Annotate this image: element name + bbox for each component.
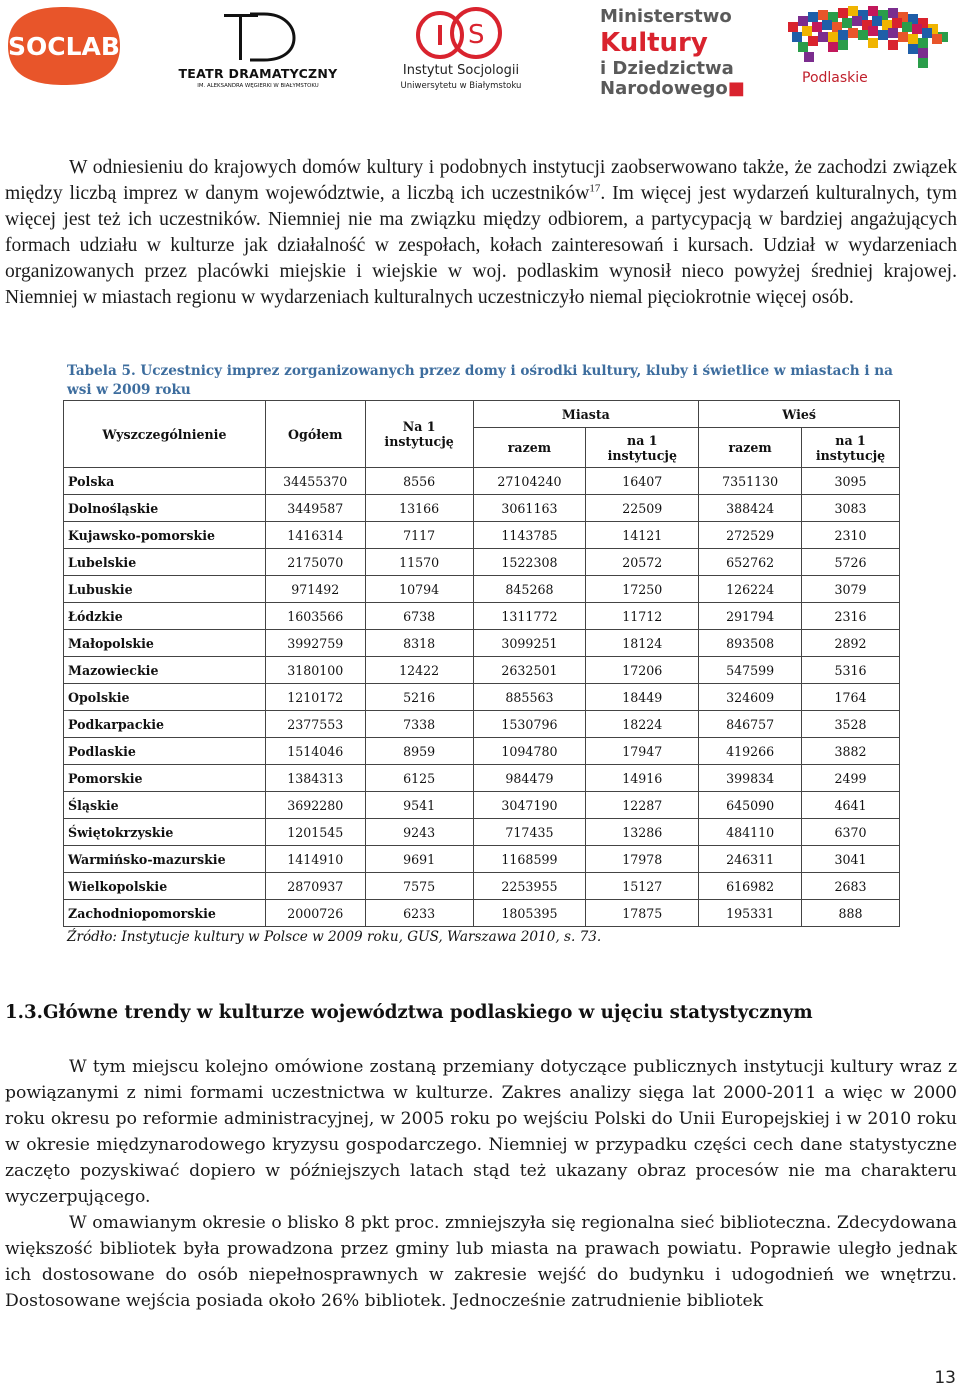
table-cell-value: 1201545 — [265, 819, 365, 846]
table-cell-value: 888 — [802, 900, 900, 927]
table-cell-value: 11712 — [586, 603, 699, 630]
intro-paragraph-text: W odniesieniu do krajowych domów kultury i podobnych instytucji zaobserwowano także, że zachodzi związek między liczbą imprez w danym województwie, a liczbą ich uczestników — [5, 157, 957, 204]
participants-table — [63, 400, 900, 927]
table-row — [64, 792, 900, 819]
podlaskie-bison-icon — [768, 4, 956, 70]
table-cell-value: 1764 — [802, 684, 900, 711]
header-wies: Wieś — [699, 401, 900, 428]
table-cell-value: 2175070 — [265, 549, 365, 576]
table-cell-region: Lubuskie — [64, 576, 266, 603]
table-cell-value: 5216 — [365, 684, 473, 711]
table-cell-value: 2683 — [802, 873, 900, 900]
table-cell-value: 893508 — [699, 630, 802, 657]
table-cell-value: 1414910 — [265, 846, 365, 873]
mkidn-line-4 — [600, 78, 745, 99]
header-miasta-razem: razem — [473, 428, 586, 468]
table-cell-value: 3528 — [802, 711, 900, 738]
table-cell-region: Świętokrzyskie — [64, 819, 266, 846]
ins-name: Instytut Socjologii — [402, 63, 520, 78]
table-row — [64, 765, 900, 792]
table-caption — [67, 362, 907, 400]
table-cell-value: 885563 — [473, 684, 586, 711]
table-cell-value: 388424 — [699, 495, 802, 522]
section-paragraph-2: W omawianym okresie o blisko 8 pkt proc. zmniejszyła się regionalna sieć biblioteczna. Zdecydowana większość bibliotek była prowadzona przez gminy lub miasta na prawach powiatu. Poprawie uległo jednak ich dostosowane do osób niepełnosprawnych w zakresie wejść do budynku i udogodnień we wnętrzu. Dostosowane wejścia posiada około 26% bibliotek. Jednocześnie zatrudnienie bibliotek — [5, 1213, 957, 1311]
table-cell-region: Warmińsko-mazurskie — [64, 846, 266, 873]
table-cell-value: 17250 — [586, 576, 699, 603]
table-cell-region: Śląskie — [64, 792, 266, 819]
table-cell-value: 3061163 — [473, 495, 586, 522]
table-cell-region: Mazowieckie — [64, 657, 266, 684]
teatr-subtitle: IM. ALEKSANDRA WĘGIERKI W BIAŁYMSTOKU — [197, 83, 319, 89]
table-cell-value: 3079 — [802, 576, 900, 603]
table-cell-value: 484110 — [699, 819, 802, 846]
ins-subtitle: Uniwersytetu w Białymstoku — [400, 81, 522, 91]
table-cell-value: 9541 — [365, 792, 473, 819]
table-row — [64, 657, 900, 684]
header-wies-razem: razem — [699, 428, 802, 468]
table-cell-value: 3692280 — [265, 792, 365, 819]
header-wies-na-1: na 1 instytucję — [802, 428, 900, 468]
table-cell-value: 2632501 — [473, 657, 586, 684]
table-cell-value: 1384313 — [265, 765, 365, 792]
table-cell-value: 15127 — [586, 873, 699, 900]
table-cell-value: 2499 — [802, 765, 900, 792]
table-cell-value: 652762 — [699, 549, 802, 576]
table-cell-value: 419266 — [699, 738, 802, 765]
table-cell-value: 324609 — [699, 684, 802, 711]
table-cell-value: 2310 — [802, 522, 900, 549]
table-cell-value: 2316 — [802, 603, 900, 630]
table-source: Źródło: Instytucje kultury w Polsce w 2009 roku, GUS, Warszawa 2010, s. 73. — [67, 929, 602, 945]
section-paragraph-1: W tym miejscu kolejno omówione zostaną przemiany dotyczące publicznych instytucji kultury wraz z powiązanymi z nimi formami uczestnictwa w kulturze. Zakres analizy sięga lat 2000-2011 a więc w 2000 roku okresu po reformie administracyjnej, w 2005 roku po wejściu Polski do Unii Europejskiej i w 2010 roku w okresie międzynarodowego kryzysu gospodarczego. Niemniej w przypadku części cech dane statystyczne zaczęto pozyskiwać dopiero w późniejszych latach stąd też ukazany obraz procesów nie ma charakteru wyczerpującego. — [5, 1057, 957, 1207]
mkidn-logo — [600, 6, 760, 99]
table-cell-value: 272529 — [699, 522, 802, 549]
table-cell-value: 12287 — [586, 792, 699, 819]
ins-circles-icon — [396, 5, 526, 63]
table-cell-region: Opolskie — [64, 684, 266, 711]
header-logos — [0, 0, 960, 110]
table-cell-value: 17978 — [586, 846, 699, 873]
table-cell-value: 8556 — [365, 468, 473, 495]
table-cell-value: 13286 — [586, 819, 699, 846]
table-cell-region: Małopolskie — [64, 630, 266, 657]
table-cell-region: Pomorskie — [64, 765, 266, 792]
teatr-td-icon — [178, 8, 338, 66]
instytut-socjologii-logo — [396, 5, 526, 97]
header-na-1-instytucje: Na 1 instytucję — [365, 401, 473, 468]
table-cell-value: 10794 — [365, 576, 473, 603]
table-cell-value: 6233 — [365, 900, 473, 927]
mkidn-dot-icon: ■ — [727, 78, 745, 99]
table-cell-value: 9243 — [365, 819, 473, 846]
table-cell-value: 3180100 — [265, 657, 365, 684]
table-cell-value: 1603566 — [265, 603, 365, 630]
table-cell-value: 1094780 — [473, 738, 586, 765]
table-cell-value: 17206 — [586, 657, 699, 684]
table-cell-value: 2377553 — [265, 711, 365, 738]
table-cell-value: 845268 — [473, 576, 586, 603]
table-cell-value: 14121 — [586, 522, 699, 549]
table-cell-value: 984479 — [473, 765, 586, 792]
table-cell-value: 5726 — [802, 549, 900, 576]
table-cell-value: 1210172 — [265, 684, 365, 711]
table-cell-value: 3041 — [802, 846, 900, 873]
podlaskie-label: Podlaskie — [802, 70, 868, 86]
table-cell-value: 13166 — [365, 495, 473, 522]
table-row — [64, 630, 900, 657]
table-caption-text: Uczestnicy imprez zorganizowanych przez domy i ośrodki kultury, kluby i świetlice w miastach i na wsi w 2009 roku — [67, 363, 893, 398]
mkidn-line-4-text: Narodowego — [600, 78, 728, 99]
table-row — [64, 819, 900, 846]
table-cell-value: 1143785 — [473, 522, 586, 549]
table-cell-value: 16407 — [586, 468, 699, 495]
table-cell-region: Podkarpackie — [64, 711, 266, 738]
header-ogolem: Ogółem — [265, 401, 365, 468]
teatr-name: TEATR DRAMATYCZNY — [178, 66, 338, 81]
table-cell-value: 6738 — [365, 603, 473, 630]
table-cell-value: 1522308 — [473, 549, 586, 576]
table-cell-value: 7575 — [365, 873, 473, 900]
table-cell-value: 1805395 — [473, 900, 586, 927]
table-cell-value: 22509 — [586, 495, 699, 522]
table-cell-region: Zachodniopomorskie — [64, 900, 266, 927]
page-number: 13 — [934, 1368, 956, 1388]
table-cell-region: Łódzkie — [64, 603, 266, 630]
table-cell-value: 8318 — [365, 630, 473, 657]
section-heading: 1.3.Główne trendy w kulturze województwa podlaskiego w ujęciu statystycznym — [5, 1002, 813, 1023]
podlaskie-logo — [768, 4, 956, 104]
table-cell-value: 1168599 — [473, 846, 586, 873]
table-cell-value: 645090 — [699, 792, 802, 819]
table-row — [64, 522, 900, 549]
table-cell-value: 2870937 — [265, 873, 365, 900]
intro-paragraph-text-cont: . Im więcej jest wydarzeń kulturalnych, tym więcej jest też ich uczestników. Niemniej nie ma związku między odbiorem, a partycypacją w bardziej angażujących formach udziału w kulturze jak działalność w zespołach, kołach zainteresowań i kursach. Udział w wydarzeniach organizowanych przez placówki miejskie i wiejskie w woj. podlaskim wynosił nieco powyżej średniej krajowej. Niemniej w miastach regionu w wydarzeniach kulturalnych uczestniczyło niemal pięciokrotnie więcej osób. — [5, 183, 957, 308]
table-cell-region: Lubelskie — [64, 549, 266, 576]
table-cell-value: 547599 — [699, 657, 802, 684]
table-caption-prefix: Tabela 5. — [67, 363, 136, 379]
table-cell-value: 2000726 — [265, 900, 365, 927]
table-cell-value: 1514046 — [265, 738, 365, 765]
table-row — [64, 873, 900, 900]
table-cell-value: 8959 — [365, 738, 473, 765]
table-cell-value: 1416314 — [265, 522, 365, 549]
table-cell-value: 846757 — [699, 711, 802, 738]
table-cell-region: Polska — [64, 468, 266, 495]
table-cell-value: 17947 — [586, 738, 699, 765]
table-row — [64, 495, 900, 522]
table-body — [64, 468, 900, 927]
table-row — [64, 549, 900, 576]
table-cell-value: 17875 — [586, 900, 699, 927]
table-cell-value: 717435 — [473, 819, 586, 846]
table-cell-value: 3449587 — [265, 495, 365, 522]
mkidn-line-1: Ministerstwo — [600, 6, 732, 27]
table-cell-value: 27104240 — [473, 468, 586, 495]
table-row — [64, 738, 900, 765]
table-row — [64, 603, 900, 630]
table-cell-value: 291794 — [699, 603, 802, 630]
table-cell-region: Podlaskie — [64, 738, 266, 765]
mkidn-line-3: i Dziedzictwa — [600, 58, 734, 79]
table-cell-value: 18449 — [586, 684, 699, 711]
table-row — [64, 684, 900, 711]
table-cell-value: 11570 — [365, 549, 473, 576]
table-cell-value: 4641 — [802, 792, 900, 819]
table-cell-value: 3047190 — [473, 792, 586, 819]
table-cell-value: 34455370 — [265, 468, 365, 495]
table-cell-value: 3095 — [802, 468, 900, 495]
table-row — [64, 846, 900, 873]
header-miasta: Miasta — [473, 401, 699, 428]
table-cell-value: 20572 — [586, 549, 699, 576]
svg-text:S: S — [468, 20, 485, 50]
table-cell-value: 2253955 — [473, 873, 586, 900]
table-cell-region: Dolnośląskie — [64, 495, 266, 522]
table-cell-value: 616982 — [699, 873, 802, 900]
table-cell-value: 7338 — [365, 711, 473, 738]
table-cell-value: 7351130 — [699, 468, 802, 495]
table-cell-value: 2892 — [802, 630, 900, 657]
table-cell-value: 971492 — [265, 576, 365, 603]
table-cell-value: 6125 — [365, 765, 473, 792]
table-cell-value: 195331 — [699, 900, 802, 927]
table-cell-value: 9691 — [365, 846, 473, 873]
table-cell-region: Kujawsko-pomorskie — [64, 522, 266, 549]
table-cell-value: 18224 — [586, 711, 699, 738]
soclab-wordmark: SOCLAB — [8, 31, 120, 61]
table-cell-value: 12422 — [365, 657, 473, 684]
teatr-dramatyczny-logo — [178, 8, 338, 94]
table-cell-value: 246311 — [699, 846, 802, 873]
table-row — [64, 576, 900, 603]
table-cell-value: 126224 — [699, 576, 802, 603]
table-row — [64, 900, 900, 927]
table-cell-value: 18124 — [586, 630, 699, 657]
intro-paragraph — [5, 155, 957, 311]
soclab-logo — [6, 5, 122, 87]
table-cell-value: 3992759 — [265, 630, 365, 657]
table-row — [64, 468, 900, 495]
table-cell-value: 14916 — [586, 765, 699, 792]
header-wyszczegolnienie: Wyszczególnienie — [64, 401, 266, 468]
header-miasta-na-1: na 1 instytucję — [586, 428, 699, 468]
table-cell-value: 399834 — [699, 765, 802, 792]
table-cell-region: Wielkopolskie — [64, 873, 266, 900]
table-row — [64, 711, 900, 738]
table-cell-value: 3099251 — [473, 630, 586, 657]
table-cell-value: 7117 — [365, 522, 473, 549]
table-cell-value: 1530796 — [473, 711, 586, 738]
table-cell-value: 3882 — [802, 738, 900, 765]
table-cell-value: 1311772 — [473, 603, 586, 630]
footnote-ref: 17 — [589, 182, 601, 195]
table-cell-value: 6370 — [802, 819, 900, 846]
table-cell-value: 5316 — [802, 657, 900, 684]
table-cell-value: 3083 — [802, 495, 900, 522]
mkidn-line-2: Kultury — [600, 28, 708, 58]
